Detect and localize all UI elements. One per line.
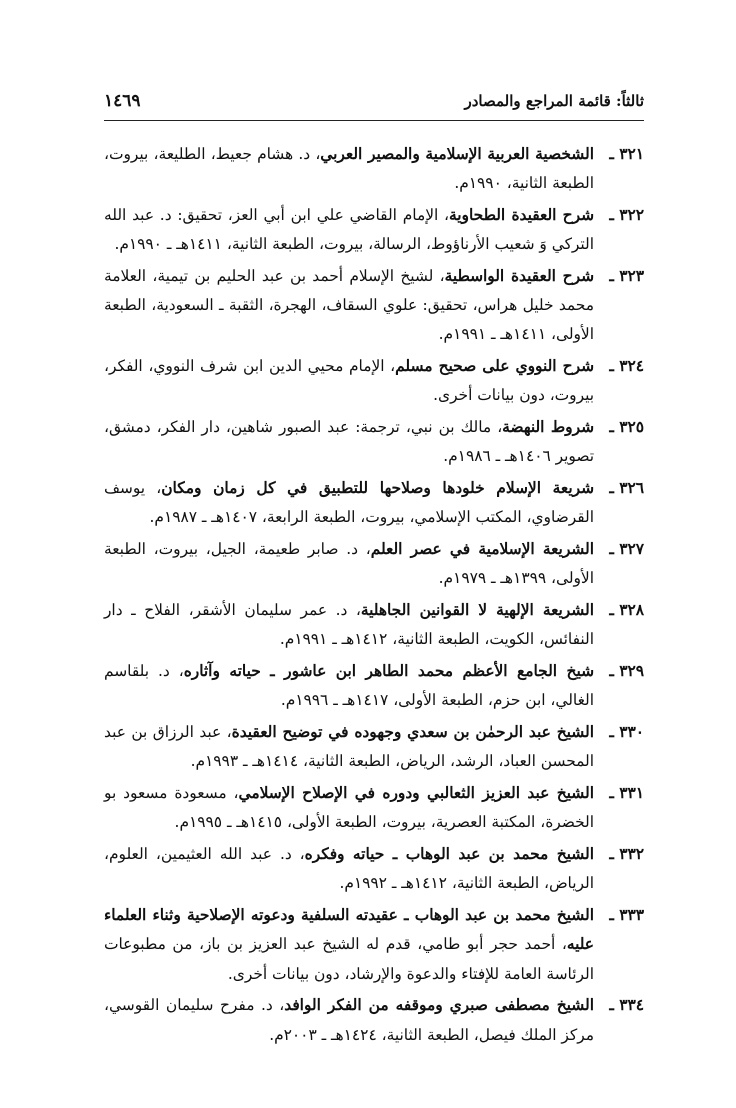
entry-text xyxy=(104,352,594,410)
header-rule xyxy=(104,120,644,121)
entry-details: ، الإمام محيي الدين ابن شرف النووي، الفكر، بيروت، دون بيانات أخرى. xyxy=(104,357,594,405)
entry-number: ٣٢٦ ـ xyxy=(609,479,644,498)
entry-text xyxy=(104,413,594,471)
page-number: ١٤٦٩ xyxy=(104,91,141,111)
bibliography-entry-328 xyxy=(104,596,644,654)
entry-title: الشيخ محمد بن عبد الوهاب ـ عقيدته السلفية ودعوته الإصلاحية وثناء العلماء عليه xyxy=(104,906,594,954)
entry-title: شرح النووي على صحيح مسلم xyxy=(395,357,595,376)
entry-title: الشريعة الإلهية لا القوانين الجاهلية xyxy=(360,601,594,620)
bibliography-entry-331 xyxy=(104,779,644,837)
entry-details: ، الإمام القاضي علي ابن أبي العز، تحقيق: د. عبد الله التركي وَ شعيب الأرناؤوط، الرسالة، بيروت، الطبعة الثانية، ١٤١١هـ ـ ١٩٩٠م. xyxy=(104,206,594,254)
entry-title: شرح العقيدة الطحاوية xyxy=(449,206,595,224)
bibliography-entry-322 xyxy=(104,201,644,259)
entry-number: ٣٢٢ ـ xyxy=(609,206,644,224)
bibliography-entry-333 xyxy=(104,901,644,989)
bibliography-entry-321 xyxy=(104,140,644,198)
entry-number: ٣٢٨ ـ xyxy=(609,601,644,620)
entry-details: ، د. عمر سليمان الأشقر، الفلاح ـ دار النفائس، الكويت، الطبعة الثانية، ١٤١٢هـ ـ ١٩٩١م. xyxy=(104,601,594,649)
entry-number: ٣٢٩ ـ xyxy=(609,662,644,681)
entry-title: الشريعة الإسلامية في عصر العلم xyxy=(370,540,595,559)
entry-text xyxy=(104,657,594,715)
entry-title: شروط النهضة xyxy=(502,418,594,437)
bibliography-entry-329 xyxy=(104,657,644,715)
entry-title: الشخصية العربية الإسلامية والمصير العربي xyxy=(320,145,594,163)
entry-number: ٣٢١ ـ xyxy=(609,145,644,163)
entry-text xyxy=(104,201,594,259)
entry-number: ٣٢٤ ـ xyxy=(609,357,644,376)
entry-details: ، د. عبد الله العثيمين، العلوم، الرياض، الطبعة الثانية، ١٤١٢هـ ـ ١٩٩٢م. xyxy=(104,845,594,893)
bibliography-entry-326 xyxy=(104,474,644,532)
bibliography-entry-324 xyxy=(104,352,644,410)
entry-title: شريعة الإسلام خلودها وصلاحها للتطبيق في كل زمان ومكان xyxy=(161,479,594,498)
bibliography-entry-334 xyxy=(104,991,644,1049)
entry-text xyxy=(104,596,594,654)
entry-text xyxy=(104,901,594,989)
entry-details: ، د. بلقاسم الغالي، ابن حزم، الطبعة الأولى، ١٤١٧هـ ـ ١٩٩٦م. xyxy=(104,662,594,710)
bibliography-entry-327 xyxy=(104,535,644,593)
entry-number: ٣٣٠ ـ xyxy=(609,723,644,742)
entry-details: ، عبد الرزاق بن عبد المحسن العباد، الرشد، الرياض، الطبعة الثانية، ١٤١٤هـ ـ ١٩٩٣م. xyxy=(104,723,594,771)
entry-title: الشيخ عبد الرحمٰن بن سعدي وجهوده في توضيح العقيدة xyxy=(231,723,594,742)
entry-text xyxy=(104,474,594,532)
entry-details: ، مالك بن نبي، ترجمة: عبد الصبور شاهين، دار الفكر، دمشق، تصوير ١٤٠٦هـ ـ ١٩٨٦م. xyxy=(104,418,594,466)
entry-text xyxy=(104,140,594,198)
entry-number: ٣٣١ ـ xyxy=(609,784,644,803)
entry-number: ٣٢٧ ـ xyxy=(609,540,644,559)
entry-number: ٣٢٣ ـ xyxy=(609,267,644,285)
entry-text xyxy=(104,262,594,350)
entry-number: ٣٢٥ ـ xyxy=(609,418,644,437)
running-head xyxy=(104,86,644,116)
entry-title: الشيخ مصطفى صبري وموقفه من الفكر الوافد xyxy=(284,996,594,1015)
entry-details: ، لشيخ الإسلام أحمد بن عبد الحليم بن تيمية، العلامة محمد خليل هراس، تحقيق: علوي السقاف، الهجرة، الثقبة ـ السعودية، الطبعة الأولى، ١٤١١هـ ـ ١٩٩١م. xyxy=(104,267,594,344)
entry-text xyxy=(104,840,594,898)
entry-text xyxy=(104,779,594,837)
entry-number: ٣٣٤ ـ xyxy=(609,996,644,1015)
entry-title: شيخ الجامع الأعظم محمد الطاهر ابن عاشور ـ حياته وآثاره xyxy=(183,662,594,681)
entry-details: ، يوسف القرضاوي، المكتب الإسلامي، بيروت، الطبعة الرابعة، ١٤٠٧هـ ـ ١٩٨٧م. xyxy=(104,479,594,527)
entry-title: الشيخ عبد العزيز الثعالبي ودوره في الإصلاح الإسلامي xyxy=(238,784,594,803)
entry-details: ، مسعودة مسعود بو الخضرة، المكتبة العصرية، بيروت، الطبعة الأولى، ١٤١٥هـ ـ ١٩٩٥م. xyxy=(104,784,594,832)
entry-details: ، أحمد حجر أبو طامي، قدم له الشيخ عبد العزيز بن باز، من مطبوعات الرئاسة العامة للإفتاء والدعوة والإرشاد، دون بيانات أخرى. xyxy=(104,935,594,983)
bibliography-entry-325 xyxy=(104,413,644,471)
bibliography-list xyxy=(104,140,644,1052)
entry-details: ، د. صابر طعيمة، الجيل، بيروت، الطبعة الأولى، ١٣٩٩هـ ـ ١٩٧٩م. xyxy=(104,540,594,588)
entry-number: ٣٣٣ ـ xyxy=(609,906,644,925)
entry-number: ٣٣٢ ـ xyxy=(609,845,644,864)
entry-details: ، د. مفرح سليمان القوسي، مركز الملك فيصل، الطبعة الثانية، ١٤٢٤هـ ـ ٢٠٠٣م. xyxy=(104,996,594,1044)
entry-title: شرح العقيدة الواسطية xyxy=(444,267,595,285)
entry-text xyxy=(104,991,594,1049)
entry-text xyxy=(104,718,594,776)
entry-text xyxy=(104,535,594,593)
section-title: ثالثاً: قائمة المراجع والمصادر xyxy=(464,92,644,110)
entry-title: الشيخ محمد بن عبد الوهاب ـ حياته وفكره xyxy=(304,845,594,864)
bibliography-entry-323 xyxy=(104,262,644,350)
bibliography-entry-330 xyxy=(104,718,644,776)
bibliography-entry-332 xyxy=(104,840,644,898)
entry-details: ، د. هشام جعيط، الطليعة، بيروت، الطبعة الثانية، ١٩٩٠م. xyxy=(104,145,594,193)
